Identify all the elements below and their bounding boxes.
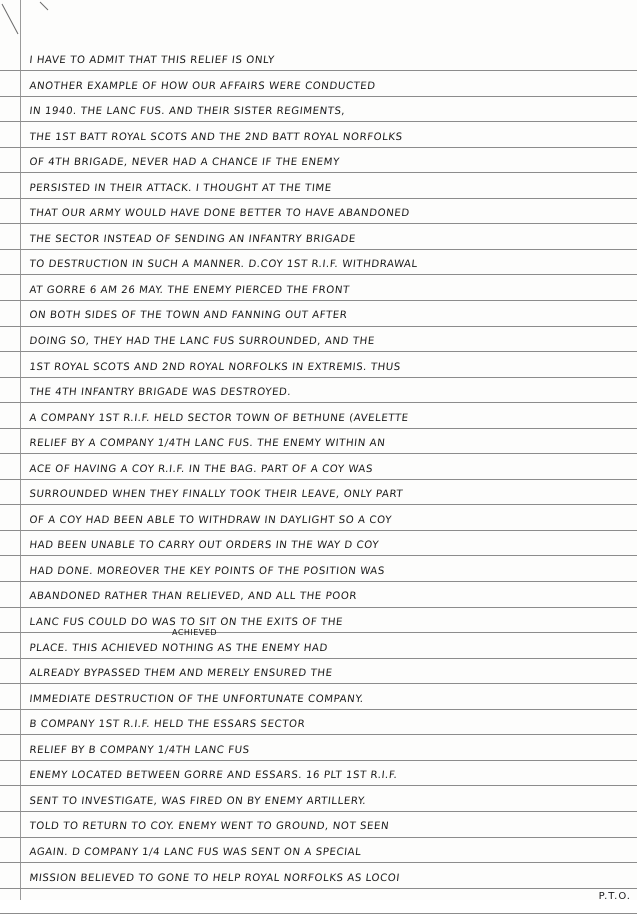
text-line: HAD DONE. MOREOVER THE KEY POINTS OF THE POSITION WAS xyxy=(28,565,386,577)
text-line: ENEMY LOCATED BETWEEN GORRE AND ESSARS. 16 PLT 1ST R.I.F. xyxy=(28,770,398,782)
handwritten-text-block xyxy=(28,48,633,891)
margin-rule xyxy=(20,0,21,900)
text-line: LANC FUS COULD DO WAS TO SIT ON THE EXITS OF THE xyxy=(28,617,344,629)
text-line: DOING SO, THEY HAD THE LANC FUS SURROUNDED, AND THE xyxy=(28,336,376,348)
text-line: RELIEF BY A COMPANY 1/4TH LANC FUS. THE ENEMY WITHIN AN xyxy=(28,438,386,450)
text-line: IMMEDIATE DESTRUCTION OF THE UNFORTUNATE COMPANY. xyxy=(28,693,365,705)
text-line: THAT OUR ARMY WOULD HAVE DONE BETTER TO HAVE ABANDONED xyxy=(28,208,411,220)
text-line: RELIEF BY B COMPANY 1/4TH LANC FUS xyxy=(28,744,251,756)
text-line: ANOTHER EXAMPLE OF HOW OUR AFFAIRS WERE CONDUCTED xyxy=(28,80,377,92)
text-line: A COMPANY 1ST R.I.F. HELD SECTOR TOWN OF BETHUNE (AVELETTE xyxy=(28,412,410,424)
text-line: TOLD TO RETURN TO COY. ENEMY WENT TO GROUND, NOT SEEN xyxy=(28,821,390,833)
text-line: AGAIN. D COMPANY 1/4 LANC FUS WAS SENT ON A SPECIAL xyxy=(28,846,362,858)
text-line: I HAVE TO ADMIT THAT THIS RELIEF IS ONLY xyxy=(28,55,276,66)
corner-pen-stroke xyxy=(0,0,60,40)
text-line: 1ST ROYAL SCOTS AND 2ND ROYAL NORFOLKS IN EXTREMIS. THUS xyxy=(28,361,402,373)
text-line: ACE OF HAVING A COY R.I.F. IN THE BAG. PART OF A COY WAS xyxy=(28,463,374,475)
text-line: TO DESTRUCTION IN SUCH A MANNER. D.COY 1ST R.I.F. WITHDRAWAL xyxy=(28,259,419,271)
text-line: OF A COY HAD BEEN ABLE TO WITHDRAW IN DAYLIGHT SO A COY xyxy=(28,514,393,526)
text-line: THE 4TH INFANTRY BRIGADE WAS DESTROYED. xyxy=(28,387,292,399)
text-line: PLACE. THIS ACHIEVED NOTHING AS THE ENEMY HAD xyxy=(28,642,329,654)
text-line: HAD BEEN UNABLE TO CARRY OUT ORDERS IN THE WAY D COY xyxy=(28,540,380,552)
text-line: SURROUNDED WHEN THEY FINALLY TOOK THEIR LEAVE, ONLY PART xyxy=(28,489,404,501)
text-line: ON BOTH SIDES OF THE TOWN AND FANNING OUT AFTER xyxy=(28,310,348,322)
text-line: IN 1940. THE LANC FUS. AND THEIR SISTER REGIMENTS, xyxy=(28,106,346,118)
text-line: THE SECTOR INSTEAD OF SENDING AN INFANTRY BRIGADE xyxy=(28,233,357,245)
insert-word: ACHIEVED xyxy=(172,628,218,637)
page-footer-pto: P.T.O. xyxy=(598,891,631,902)
text-line: SENT TO INVESTIGATE, WAS FIRED ON BY ENEMY ARTILLERY. xyxy=(28,795,367,807)
text-line: THE 1ST BATT ROYAL SCOTS AND THE 2ND BATT ROYAL NORFOLKS xyxy=(28,131,404,143)
text-line: B COMPANY 1ST R.I.F. HELD THE ESSARS SECTOR xyxy=(28,719,306,731)
text-line: ABANDONED RATHER THAN RELIEVED, AND ALL THE POOR xyxy=(28,591,358,603)
text-line: MISSION BELIEVED TO GONE TO HELP ROYAL NORFOLKS AS LOCOI xyxy=(28,872,401,884)
text-line: PERSISTED IN THEIR ATTACK. I THOUGHT AT THE TIME xyxy=(28,182,333,194)
text-line: AT GORRE 6 AM 26 MAY. THE ENEMY PIERCED THE FRONT xyxy=(28,284,351,296)
text-line: OF 4TH BRIGADE, NEVER HAD A CHANCE IF THE ENEMY xyxy=(28,157,341,169)
text-line: ALREADY BYPASSED THEM AND MERELY ENSURED THE xyxy=(28,668,334,680)
